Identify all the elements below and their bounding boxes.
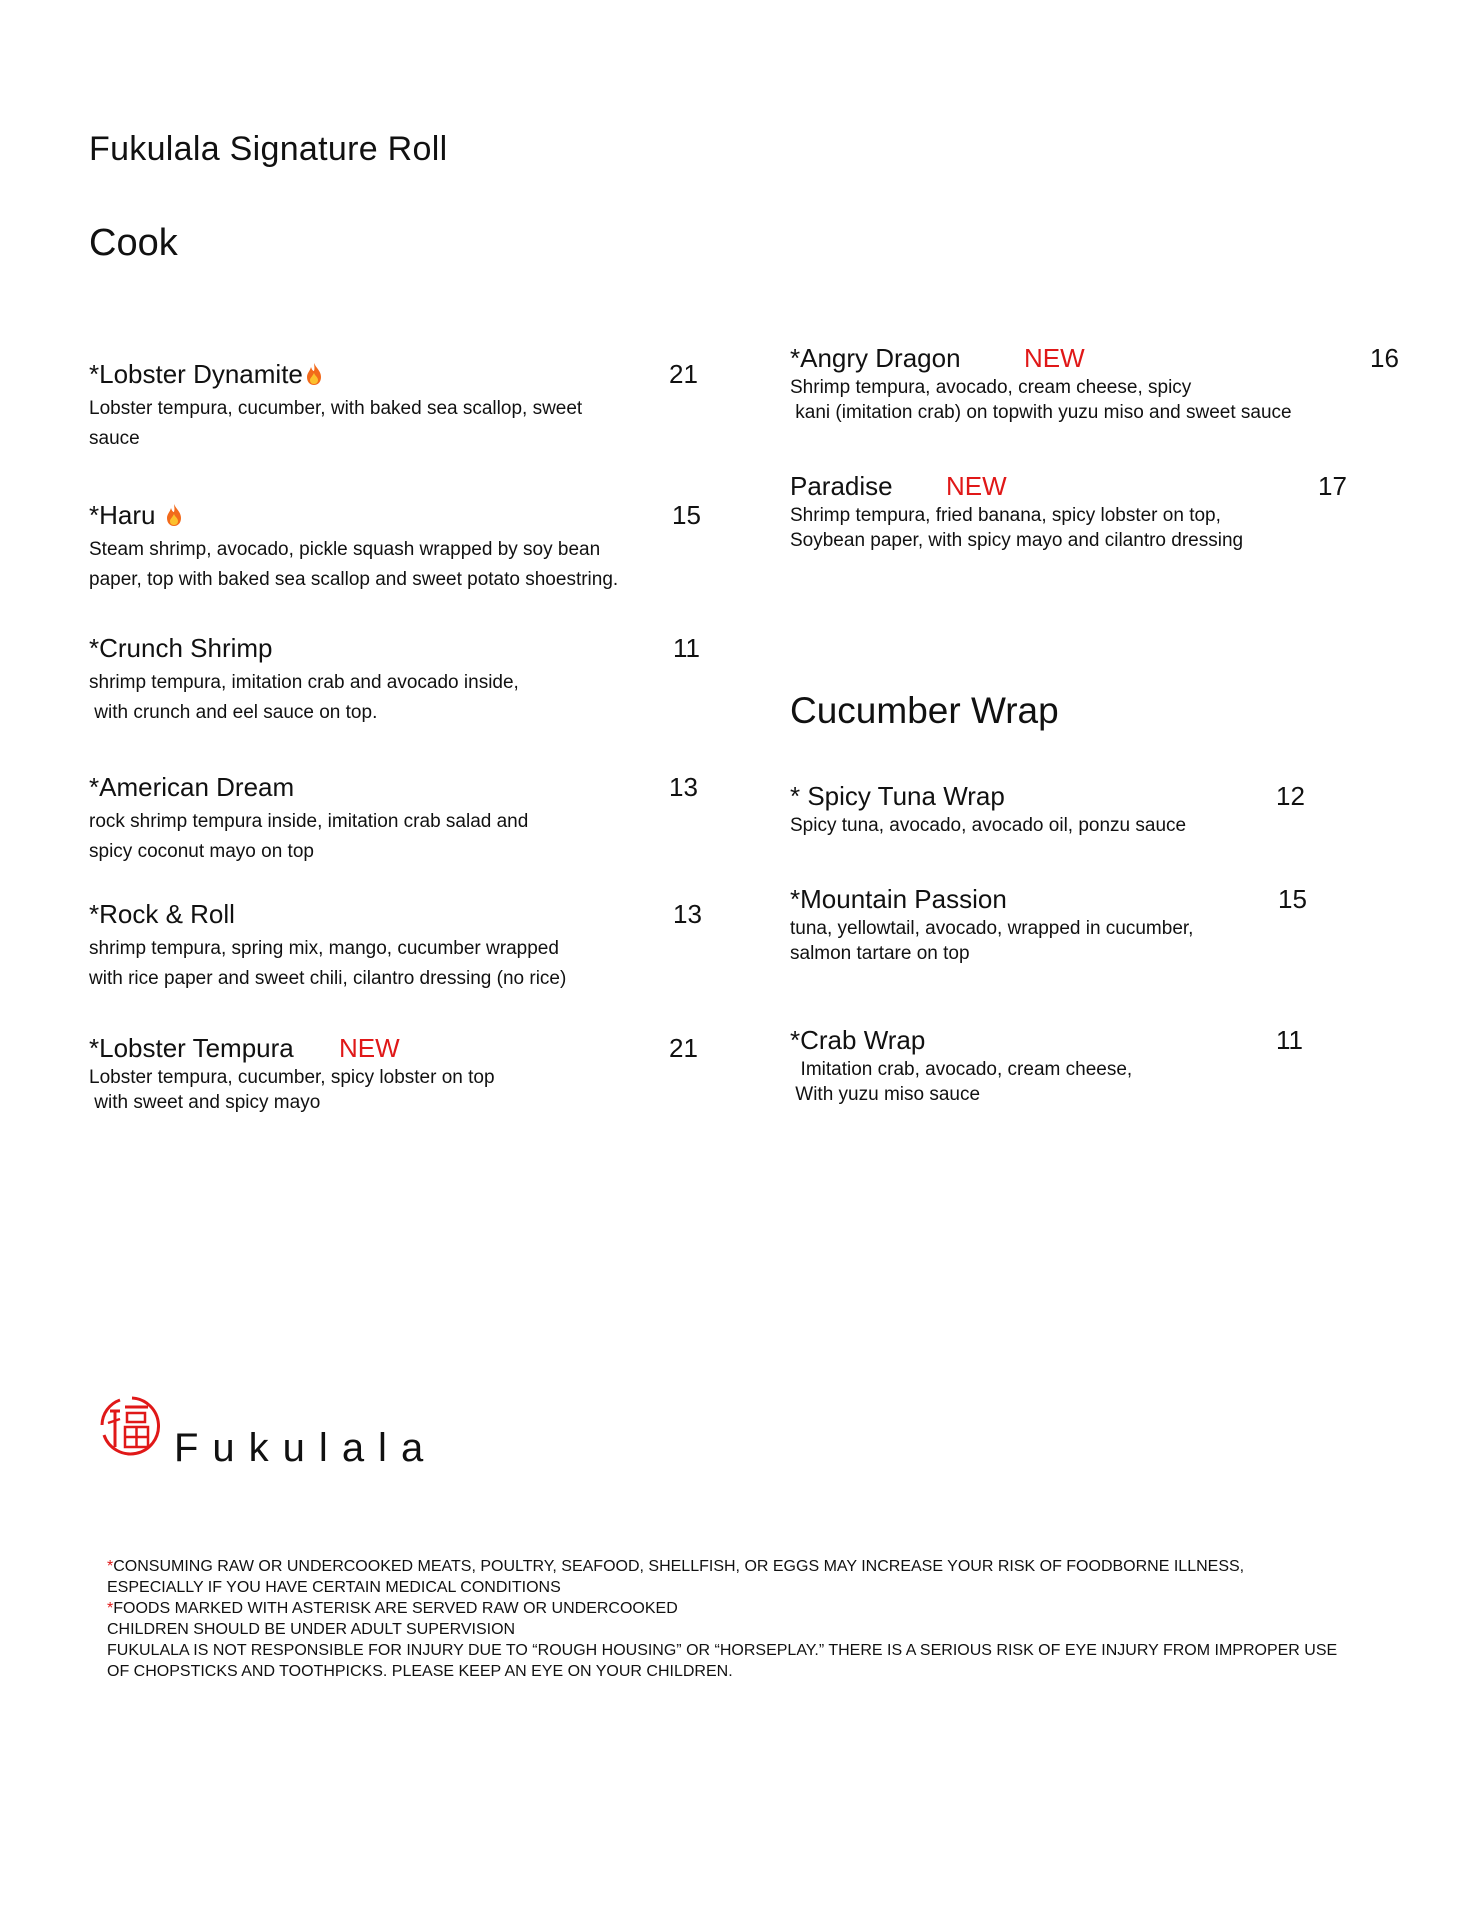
food-safety-disclaimer [107,1556,1337,1682]
section-title-cucumber-wrap: Cucumber Wrap [790,690,1059,731]
disclaimer-line: FUKULALA IS NOT RESPONSIBLE FOR INJURY DUE TO “ROUGH HOUSING” OR “HORSEPLAY.” THERE IS A SERIOUS RISK OF EYE INJURY FROM IMPROPER USE [107,1642,1338,1659]
item-description: Shrimp tempura, fried banana, spicy lobster on top, Soybean paper, with spicy mayo and cilantro dressing [790,505,1244,551]
item-price: 21 [669,1033,698,1063]
menu-item-american-dream [89,771,699,867]
item-description: shrimp tempura, imitation crab and avocado inside, with crunch and eel sauce on top. [89,672,519,723]
item-name: *Angry Dragon [790,343,961,373]
page-title: Fukulala Signature Roll [89,130,448,168]
spicy-fire-icon [165,503,183,527]
item-name: * Spicy Tuna Wrap [790,781,1005,811]
item-description: Lobster tempura, cucumber, with baked sea scallop, sweet sauce [89,398,583,449]
disclaimer-line: ESPECIALLY IF YOU HAVE CERTAIN MEDICAL CONDITIONS [107,1579,561,1596]
item-name: *American Dream [89,772,295,802]
item-description: rock shrimp tempura inside, imitation crab salad and spicy coconut mayo on top [89,811,529,862]
item-name: *Rock & Roll [89,899,235,929]
menu-item-lobster-dynamite [89,358,699,454]
item-name: *Crab Wrap [790,1025,926,1055]
item-name: *Mountain Passion [790,884,1007,914]
item-price: 13 [673,899,702,929]
item-price: 11 [673,633,700,663]
menu-item-spicy-tuna-wrap [790,780,1410,838]
disclaimer-line: CONSUMING RAW OR UNDERCOOKED MEATS, POULTRY, SEAFOOD, SHELLFISH, OR EGGS MAY INCREASE YOUR RISK OF FOODBORNE ILLNESS, [113,1558,1245,1575]
item-price: 17 [1318,471,1347,501]
new-badge: NEW [339,1033,400,1063]
item-description: Shrimp tempura, avocado, cream cheese, spicy kani (imitation crab) on topwith yuzu miso and sweet sauce [790,377,1292,423]
item-name: *Lobster Tempura [89,1033,294,1063]
disclaimer-line: FOODS MARKED WITH ASTERISK ARE SERVED RAW OR UNDERCOOKED [113,1600,678,1617]
brand-name: Fukulala [174,1426,438,1470]
menu-item-crunch-shrimp [89,632,699,728]
menu-item-rock-and-roll [89,898,702,994]
fuku-seal-icon [98,1395,160,1457]
menu-item-haru [89,499,699,595]
menu-item-lobster-tempura [89,1032,699,1115]
item-name: Paradise [790,471,893,501]
item-description: shrimp tempura, spring mix, mango, cucumber wrapped with rice paper and sweet chili, cilantro dressing (no rice) [89,938,567,989]
menu-item-paradise [790,470,1410,553]
new-badge: NEW [946,471,1007,501]
disclaimer-line: OF CHOPSTICKS AND TOOTHPICKS. PLEASE KEEP AN EYE ON YOUR CHILDREN. [107,1663,733,1680]
item-price: 15 [672,500,701,530]
disclaimer-line: CHILDREN SHOULD BE UNDER ADULT SUPERVISION [107,1621,516,1638]
item-price: 12 [1276,781,1305,811]
item-description: Spicy tuna, avocado, avocado oil, ponzu sauce [790,815,1187,836]
item-name: *Haru [89,500,156,530]
item-description: Imitation crab, avocado, cream cheese, With yuzu miso sauce [795,1059,1133,1105]
item-description: Lobster tempura, cucumber, spicy lobster on top with sweet and spicy mayo [89,1067,495,1113]
brand-logo [98,1395,438,1470]
item-description: Steam shrimp, avocado, pickle squash wrapped by soy bean paper, top with baked sea scallop and sweet potato shoestring. [89,539,619,590]
item-price: 11 [1276,1025,1303,1055]
asterisk-mark: * [107,1558,114,1575]
menu-item-mountain-passion [790,883,1410,966]
section-title-cook: Cook [89,222,178,264]
spicy-fire-icon [305,362,323,386]
item-price: 16 [1370,343,1399,373]
item-price: 15 [1278,884,1307,914]
item-name: *Lobster Dynamite [89,359,303,389]
item-name: *Crunch Shrimp [89,633,273,663]
asterisk-mark: * [107,1600,114,1617]
new-badge: NEW [1024,343,1085,373]
item-price: 13 [669,772,698,802]
menu-item-crab-wrap [790,1024,1410,1107]
menu-item-angry-dragon [790,342,1410,425]
item-price: 21 [669,359,698,389]
item-description: tuna, yellowtail, avocado, wrapped in cucumber, salmon tartare on top [790,918,1194,964]
